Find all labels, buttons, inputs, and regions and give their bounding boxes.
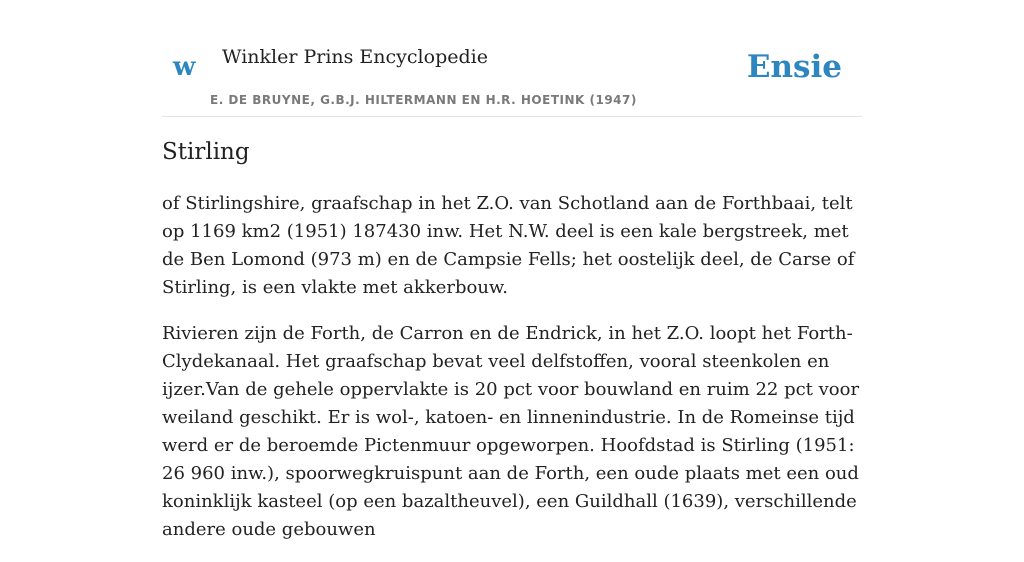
book-title[interactable]: Winkler Prins Encyclopedie xyxy=(222,46,488,68)
article-title: Stirling xyxy=(162,139,250,165)
article-paragraph-2: Rivieren zijn de Forth, de Carron en de Endrick, in het Z.O. loopt het Forth-Clydekanaal. Het graafschap bevat veel delfstoffen, vooral steenkolen en ijzer.Van de gehele oppervlakte is 20 pct voor bouwland en ruim 22 pct voor weiland geschikt. Er is wol-, katoen- en linnenindustrie. In de Romeinse tijd werd er de beroemde Pictenmuur opgeworpen. Hoofdstad is Stirling (1951: 26 960 inw.), spoorwegkruispunt aan de Forth, een oude plaats met een oud koninklijk kasteel (op een bazaltheuvel), een Guildhall (1639), verschillende andere oude gebouwen xyxy=(162,322,860,540)
article-paragraph-1: of Stirlingshire, graafschap in het Z.O. van Schotland aan de Forthbaai, telt op 1169 km2 (1951) 187430 inw. Het N.W. deel is een kale bergstreek, met de Ben Lomond (973 m) en de Campsie Fells; het oostelijk deel, de Carse of Stirling, is een vlakte met akkerbouw. xyxy=(162,192,855,298)
publication-logo-icon[interactable]: w xyxy=(173,52,196,82)
page-header xyxy=(162,40,862,117)
article xyxy=(162,138,862,562)
book-authors: E. DE BRUYNE, G.B.J. HILTERMANN EN H.R. HOETINK (1947) xyxy=(210,93,637,107)
ensie-logo[interactable]: Ensie xyxy=(746,49,842,85)
